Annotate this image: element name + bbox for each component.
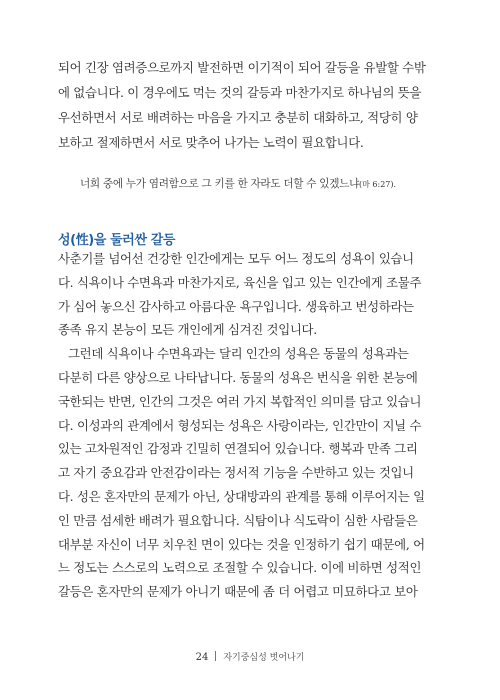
scripture-quote [80, 174, 440, 195]
text-line: 종족 유지 본능이 모든 개인에게 심겨진 것입니다. [58, 322, 317, 338]
text-line: 대부분 자신이 너무 치우친 면이 있다는 것을 인정하기 쉽기 때문에, 어 [58, 536, 425, 552]
text-line: 보하고 절제하면서 서로 맞추어 나가는 노력이 필요합니다. [58, 135, 364, 150]
text-line: 다. 이성과의 관계에서 형성되는 성욕은 사랑이라는, 인간만이 지닐 수 [58, 417, 422, 433]
page-number: 24 [195, 652, 209, 663]
footer-divider [215, 651, 216, 661]
text-line: 에 없습니다. 이 경우에도 먹는 것의 갈등과 마찬가지로 하나님의 뜻을 [58, 85, 422, 100]
quote-text: 너희 중에 누가 염려함으로 그 키를 한 자라도 더할 수 있겠느냐 [80, 178, 360, 190]
quote-reference: (마 6:27). [359, 180, 397, 189]
intro-paragraph [58, 55, 442, 155]
text-line: 되어 긴장 염려증으로까지 발전하면 이기적이 되어 갈등을 유발할 수밖 [58, 60, 426, 75]
text-line: 있는 고차원적인 감정과 긴밀히 연결되어 있습니다. 행복과 만족 그리 [58, 441, 418, 457]
text-line: 인 만큼 섬세한 배려가 필요합니다. 식탐이나 식도락이 심한 사람들은 [58, 512, 418, 528]
text-line: 다. 성은 혼자만의 문제가 아닌, 상대방과의 관계를 통해 이루어지는 일 [58, 488, 425, 504]
text-line: 우선하면서 서로 배려하는 마음을 가지고 충분히 대화하고, 적당히 양 [58, 110, 418, 125]
text-line: 고 자기 중요감과 안전감이라는 정서적 기능을 수반하고 있는 것입니 [58, 465, 414, 481]
text-line: 그런데 식욕이나 수면욕과는 달리 인간의 성욕은 동물의 성욕과는 [68, 346, 409, 362]
text-line: 다. 식욕이나 수면욕과 마찬가지로, 육신을 입고 있는 인간에게 조물주 [58, 274, 422, 290]
running-title: 자기중심성 벗어나기 [223, 653, 305, 663]
page-footer [0, 651, 500, 665]
text-line: 다분히 다른 양상으로 나타납니다. 동물의 성욕은 번식을 위한 본능에 [58, 369, 418, 385]
text-line: 느 정도는 스스로의 노력으로 조절할 수 있습니다. 이에 비하면 성적인 [58, 560, 422, 576]
body-text [58, 247, 442, 604]
text-line: 가 심어 놓으신 감사하고 아름다운 욕구입니다. 생육하고 번성하라는 [58, 298, 414, 314]
section-heading: 성(性)을 둘러싼 갈등 [58, 233, 176, 248]
text-line: 사춘기를 넘어선 건강한 인간에게는 모두 어느 정도의 성욕이 있습니 [58, 251, 414, 266]
text-line: 갈등은 혼자만의 문제가 아니기 때문에 좀 더 어렵고 미묘하다고 보아 [58, 584, 418, 600]
text-line: 국한되는 반면, 인간의 그것은 여러 가지 복합적인 의미를 담고 있습니 [58, 393, 422, 409]
